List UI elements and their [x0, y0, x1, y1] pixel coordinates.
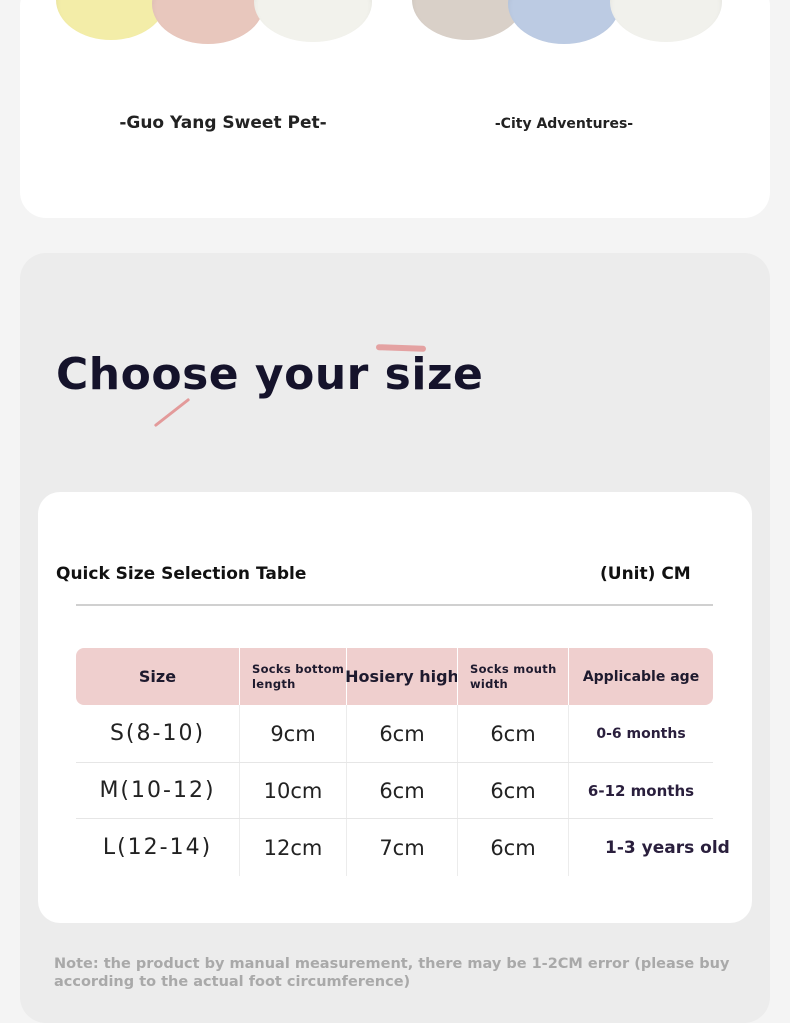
cell-bottom-length: 10cm [239, 763, 346, 818]
cell-mouth-width: 6cm [457, 763, 568, 818]
cell-size: L(12-14) [102, 835, 213, 860]
sock-yellow [56, 0, 166, 40]
table-row [76, 705, 713, 762]
caption-city-adventures: -City Adventures- [494, 116, 634, 132]
cell-bottom-length: 12cm [239, 819, 346, 876]
cell-size: M(10-12) [99, 778, 216, 803]
cell-hosiery-high: 6cm [346, 705, 457, 762]
header-applicable-age: Applicable age [568, 648, 713, 705]
header-hosiery-high: Hosiery high [346, 648, 457, 705]
cell-hosiery-high: 6cm [346, 763, 457, 818]
table-header-row [76, 648, 713, 705]
cell-applicable-age: 1-3 years old [568, 819, 713, 876]
caption-guo-yang-sweet-pet: -Guo Yang Sweet Pet- [119, 113, 327, 133]
sock-white [254, 0, 372, 42]
divider [76, 604, 713, 606]
measurement-note: Note: the product by manual measurement, there may be 1-2CM error (please buy according to the actual foot circumference) [54, 956, 730, 990]
header-socks-mouth-width: Socks mouth width [457, 648, 568, 705]
size-table-title: Quick Size Selection Table [56, 564, 307, 584]
cell-mouth-width: 6cm [457, 705, 568, 762]
header-socks-bottom-length: Socks bottom length [239, 648, 346, 705]
table-row [76, 819, 730, 876]
header-size: Size [138, 667, 177, 686]
size-guide-section [20, 253, 770, 1023]
size-table-card [38, 492, 752, 923]
cell-hosiery-high: 7cm [346, 819, 457, 876]
sock-blue [508, 0, 620, 44]
table-row [76, 762, 713, 819]
size-table-unit: (Unit) CM [600, 564, 691, 584]
size-headline: Choose your size [56, 349, 484, 400]
product-variants-card [20, 0, 770, 218]
sock-pink [152, 0, 264, 44]
cell-size: S(8-10) [109, 721, 206, 746]
sock-offwhite [610, 0, 722, 42]
size-table [76, 648, 730, 876]
cell-applicable-age: 0-6 months [568, 705, 713, 762]
pink-brush-accent-2 [154, 398, 191, 427]
cell-bottom-length: 9cm [239, 705, 346, 762]
cell-mouth-width: 6cm [457, 819, 568, 876]
cell-applicable-age: 6-12 months [568, 763, 713, 818]
